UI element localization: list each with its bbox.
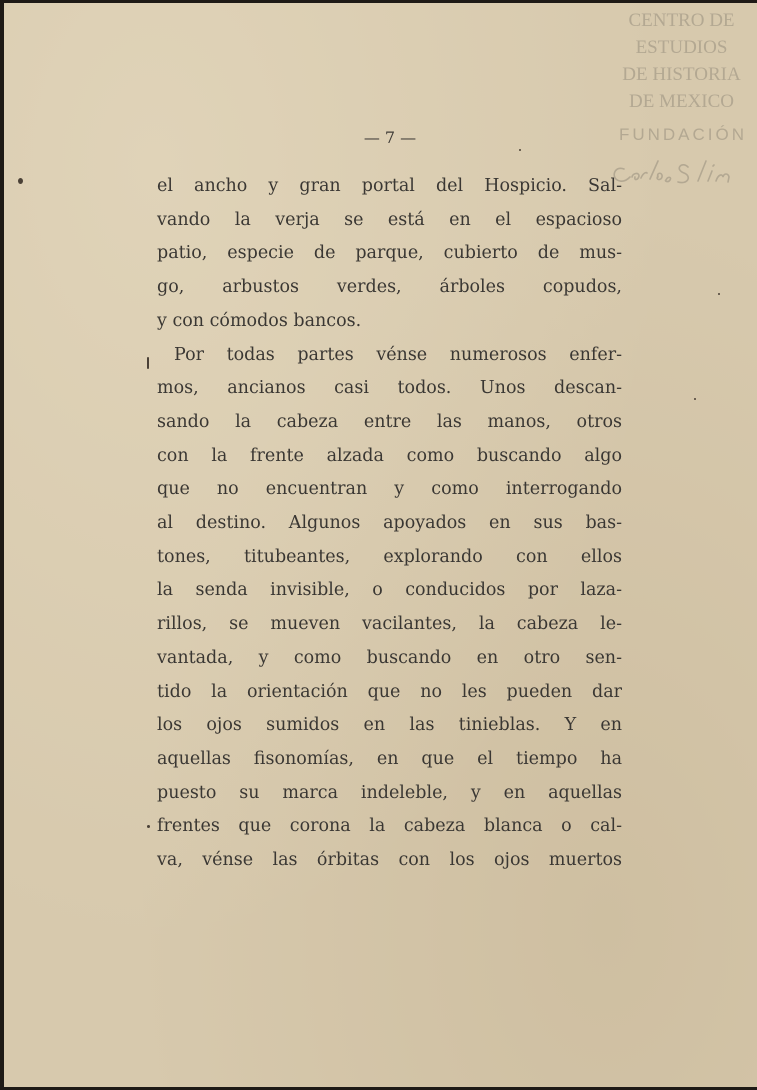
text-line: el ancho y gran portal del Hospicio. Sal- xyxy=(157,176,622,196)
text-line: vando la verja se está en el espacioso xyxy=(157,209,622,230)
page-number: — 7 — xyxy=(363,128,417,147)
watermark-signature-icon xyxy=(606,155,757,197)
text-line: aquellas fisonomías, en que el tiempo ha xyxy=(157,748,622,769)
ink-speck xyxy=(718,293,720,295)
text-line: tones, titubeantes, explorando con ellos xyxy=(157,546,622,567)
text-line: Por todas partes vénse numerosos enfer- xyxy=(174,344,622,365)
ink-speck xyxy=(147,825,150,828)
watermark-line: DE MEXICO xyxy=(628,91,735,112)
watermark-line: ESTUDIOS xyxy=(635,37,728,58)
text-line: va, vénse las órbitas con los ojos muertos xyxy=(157,850,622,871)
text-line: los ojos sumidos en las tinieblas. Y en xyxy=(157,715,622,736)
text-line: con la frente alzada como buscando algo xyxy=(157,445,622,466)
text-line: y con cómodos bancos. xyxy=(157,310,362,331)
watermark-institution xyxy=(604,7,757,115)
ink-speck xyxy=(18,178,23,184)
text-line: sando la cabeza entre las manos, otros xyxy=(157,411,622,432)
text-line: que no encuentran y como interrogando xyxy=(157,479,622,500)
text-line: puesto su marca indeleble, y en aquellas xyxy=(157,782,622,803)
ink-speck xyxy=(694,398,696,400)
text-line: al destino. Algunos apoyados en sus bas- xyxy=(157,513,622,534)
text-line: la senda invisible, o conducidos por laza- xyxy=(157,580,622,601)
text-line: mos, ancianos casi todos. Unos descan- xyxy=(157,378,622,399)
watermark-foundation: FUNDACIÓN xyxy=(618,125,748,144)
scanned-page xyxy=(4,3,757,1087)
ink-speck xyxy=(147,357,149,369)
text-line: frentes que corona la cabeza blanca o cal- xyxy=(157,816,622,837)
text-line: go, arbustos verdes, árboles copudos, xyxy=(157,277,622,298)
text-line: rillos, se mueven vacilantes, la cabeza le- xyxy=(157,614,622,635)
watermark-line: DE HISTORIA xyxy=(622,64,741,85)
text-line: vantada, y como buscando en otro sen- xyxy=(157,647,622,668)
ink-speck xyxy=(519,149,521,151)
body-text xyxy=(157,170,622,878)
text-line: tido la orientación que no les pueden dar xyxy=(157,681,622,702)
watermark-line: CENTRO DE xyxy=(628,10,735,31)
text-line: patio, especie de parque, cubierto de mus- xyxy=(157,243,622,264)
